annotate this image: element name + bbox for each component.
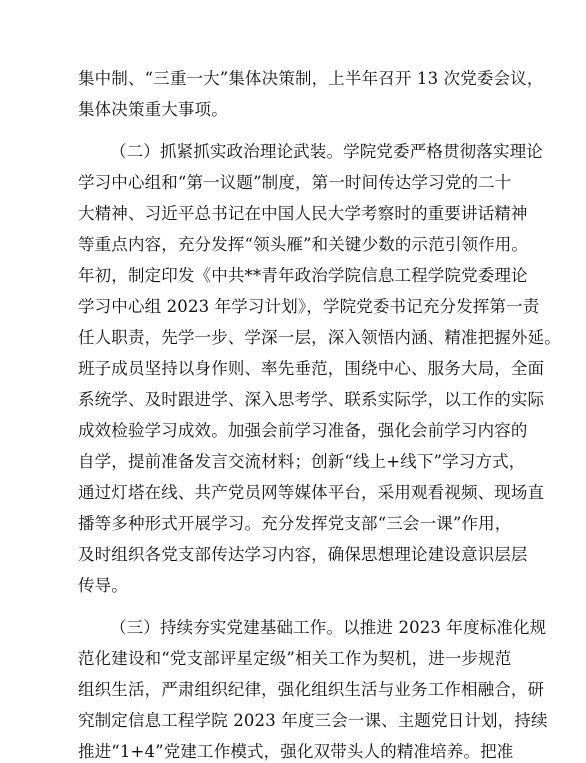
text-line: 自学，提前准备发言交流材料；创新“线上+线下”学习方式， xyxy=(78,452,526,471)
text-line: 集中制、“三重一大”集体决策制，上半年召开 13 次党委会议， xyxy=(78,69,544,88)
text-line: 传导。 xyxy=(78,576,128,595)
text-line: 任人职责，先学一步、学深一层，深入领悟内涵、精准把握外延。 xyxy=(78,328,561,347)
text-line: 究制定信息工程学院 2023 年度三会一课、主题党日计划，持续 xyxy=(78,711,548,730)
text-line: 学习中心组和“第一议题”制度，第一时间传达学习党的二十 xyxy=(78,173,512,192)
text-line: 范化建设和“党支部评星定级”相关工作为契机，进一步规范 xyxy=(78,649,512,668)
section-heading-line: （二）抓紧抓实政治理论武装。学院党委严格贯彻落实理论 xyxy=(110,142,543,161)
text-line: 及时组织各党支部传达学习内容，确保思想理论建设意识层层 xyxy=(78,545,528,564)
section-heading-line: （三）持续夯实党建基础工作。以推进 2023 年度标准化规 xyxy=(110,618,547,637)
text-line: 学习中心组 2023 年学习计划》，学院党委书记充分发挥第一责 xyxy=(78,297,540,316)
text-line: 推进“1+4”党建工作模式，强化双带头人的精准培养。把准 xyxy=(78,742,514,761)
text-line: 年初，制定印发《中共**青年政治学院信息工程学院党委理论 xyxy=(78,266,528,285)
text-line: 组织生活，严肃组织纪律，强化组织生活与业务工作相融合，研 xyxy=(78,680,545,699)
text-line: 集体决策重大事项。 xyxy=(78,100,228,119)
text-line: 班子成员坚持以身作则、率先垂范，围绕中心、服务大局，全面 xyxy=(78,359,545,378)
text-line: 系统学、及时跟进学、深入思考学、联系实际学，以工作的实际 xyxy=(78,390,545,409)
text-line: 等重点内容，充分发挥“领头雁”和关键少数的示范引领作用。 xyxy=(78,235,529,254)
text-line: 播等多种形式开展学习。充分发挥党支部“三会一课”作用， xyxy=(78,514,512,533)
text-line: 通过灯塔在线、共产党员网等媒体平台，采用观看视频、现场直 xyxy=(78,483,545,502)
text-line: 大精神、习近平总书记在中国人民大学考察时的重要讲话精神 xyxy=(78,204,528,223)
text-line: 成效检验学习成效。加强会前学习准备，强化会前学习内容的 xyxy=(78,421,528,440)
